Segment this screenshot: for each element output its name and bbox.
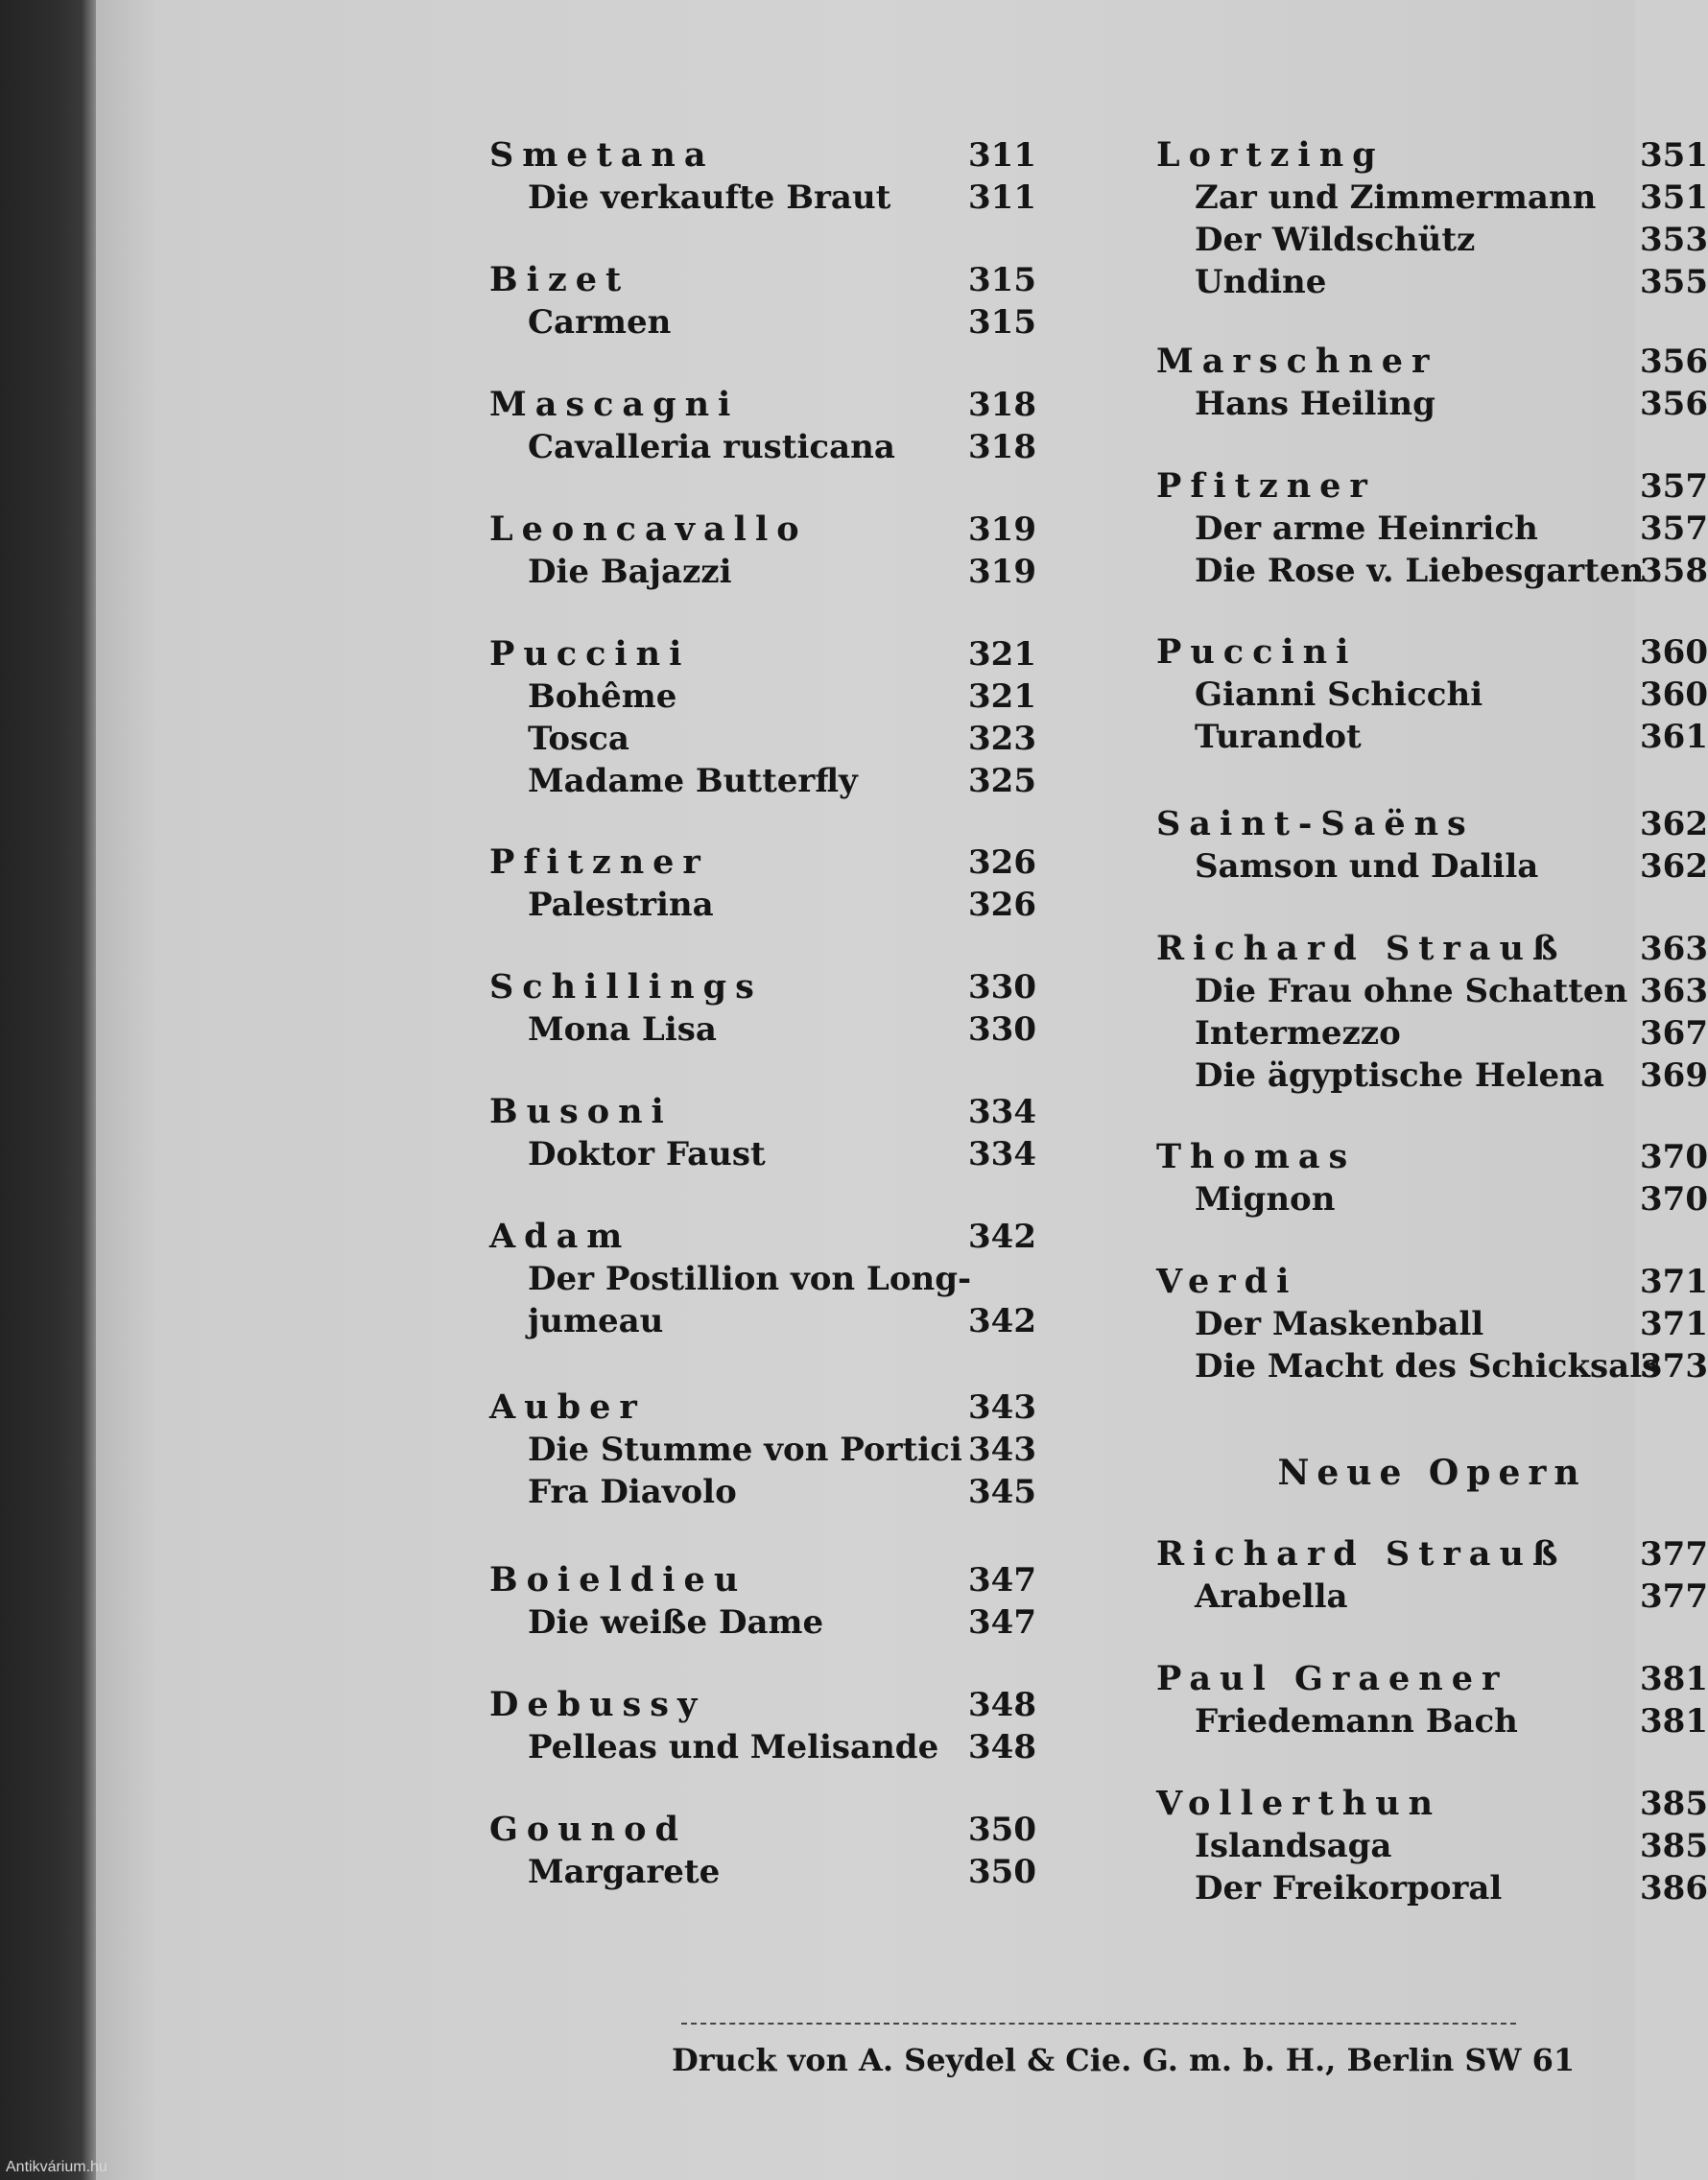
work-title: Palestrina (528, 886, 714, 924)
work-row (1156, 1178, 1708, 1220)
composer-row (1156, 803, 1708, 845)
work-row (489, 177, 1036, 219)
composer-name: Busoni (489, 1092, 673, 1131)
composer-name: Boieldieu (489, 1560, 747, 1599)
work-row (489, 1851, 1036, 1893)
composer-page-number: 350 (968, 1811, 1036, 1849)
composer-row (1156, 1261, 1708, 1303)
toc-entry (489, 1386, 1036, 1513)
composer-page-number: 363 (1640, 930, 1708, 968)
work-row (489, 1300, 1036, 1342)
composer-page-number: 311 (968, 136, 1036, 175)
section-heading-neue-opern: Neue Opern (1277, 1453, 1587, 1493)
composer-page-number: 360 (1640, 633, 1708, 672)
composer-row (489, 1386, 1036, 1429)
work-row (1156, 1303, 1708, 1345)
composer-row (1156, 134, 1708, 177)
work-row (1156, 508, 1708, 550)
book-page (96, 0, 1708, 2180)
work-title: Cavalleria rusticana (528, 428, 895, 466)
work-title: Der Maskenball (1195, 1305, 1484, 1343)
work-page-number: 343 (968, 1431, 1036, 1469)
composer-row (489, 1091, 1036, 1133)
work-page-number: 370 (1640, 1180, 1708, 1219)
composer-name: Adam (489, 1217, 631, 1256)
work-page-number: 311 (968, 178, 1036, 217)
composer-page-number: 357 (1640, 467, 1708, 506)
composer-row (1156, 1533, 1708, 1576)
work-row (489, 718, 1036, 760)
toc-entry (489, 1684, 1036, 1768)
work-title: Der Wildschütz (1195, 221, 1476, 259)
toc-entry (1156, 1533, 1708, 1618)
work-row (1156, 1054, 1708, 1097)
work-page-number: 367 (1640, 1014, 1708, 1053)
composer-name: Puccini (489, 634, 691, 674)
work-page-number: 321 (968, 677, 1036, 716)
composer-name: Bizet (489, 260, 630, 299)
work-row (489, 760, 1036, 802)
work-page-number: 377 (1640, 1577, 1708, 1616)
composer-name: Auber (489, 1387, 646, 1427)
work-row (1156, 261, 1708, 303)
composer-page-number: 385 (1640, 1785, 1708, 1823)
work-page-number: 371 (1640, 1305, 1708, 1343)
toc-entry (489, 1559, 1036, 1644)
composer-page-number: 347 (968, 1561, 1036, 1599)
composer-row (1156, 631, 1708, 674)
work-page-number: 356 (1640, 385, 1708, 423)
work-row (1156, 674, 1708, 716)
work-page-number: 355 (1640, 263, 1708, 301)
composer-page-number: 356 (1640, 343, 1708, 381)
composer-row (489, 966, 1036, 1008)
work-row (1156, 1825, 1708, 1867)
composer-row (1156, 1136, 1708, 1178)
work-page-number: 361 (1640, 718, 1708, 756)
toc-entry (489, 841, 1036, 926)
toc-entry (489, 509, 1036, 593)
composer-row (489, 134, 1036, 177)
toc-entry (1156, 1136, 1708, 1220)
toc-entry (1156, 1658, 1708, 1742)
work-title: Die Bajazzi (528, 553, 732, 591)
work-row (489, 551, 1036, 593)
toc-entry (489, 1091, 1036, 1175)
printer-imprint: Druck von A. Seydel & Cie. G. m. b. H., Berlin SW 61 (672, 2042, 1576, 2078)
composer-name: Puccini (1156, 632, 1358, 672)
book-spine-shadow (0, 0, 96, 2180)
work-row (1156, 845, 1708, 888)
work-title: Die ägyptische Helena (1195, 1056, 1604, 1095)
toc-entry (1156, 465, 1708, 592)
composer-row (1156, 465, 1708, 508)
composer-row (489, 841, 1036, 884)
composer-page-number: 371 (1640, 1263, 1708, 1301)
work-title: Die weiße Dame (528, 1603, 824, 1642)
composer-page-number: 348 (968, 1686, 1036, 1724)
work-page-number: 385 (1640, 1827, 1708, 1865)
composer-name: Verdi (1156, 1262, 1298, 1301)
composer-page-number: 370 (1640, 1138, 1708, 1176)
work-title: Islandsaga (1195, 1827, 1392, 1865)
composer-page-number: 315 (968, 261, 1036, 299)
composer-name: Gounod (489, 1810, 687, 1849)
composer-page-number: 326 (968, 843, 1036, 882)
work-page-number: 325 (968, 762, 1036, 800)
work-row (489, 301, 1036, 344)
work-page-number: 348 (968, 1728, 1036, 1766)
composer-row (489, 1559, 1036, 1601)
composer-name: Richard Strauß (1156, 1534, 1567, 1574)
work-page-number: 351 (1640, 178, 1708, 217)
work-title: Intermezzo (1195, 1014, 1401, 1053)
work-row (1156, 716, 1708, 758)
work-row (1156, 970, 1708, 1012)
composer-name: Thomas (1156, 1137, 1357, 1176)
composer-page-number: 377 (1640, 1535, 1708, 1574)
work-title: Die Stumme von Portici (528, 1431, 962, 1469)
work-row (1156, 177, 1708, 219)
watermark: Antikvárium.hu (6, 2159, 107, 2175)
composer-name: Marschner (1156, 342, 1438, 381)
work-title: Die verkaufte Braut (528, 178, 891, 217)
work-title: Die Frau ohne Schatten (1195, 972, 1628, 1010)
work-title: Die Macht des Schicksals (1195, 1347, 1661, 1386)
work-page-number: 381 (1640, 1702, 1708, 1741)
composer-row (1156, 341, 1708, 383)
composer-page-number: 321 (968, 635, 1036, 674)
work-page-number: 319 (968, 553, 1036, 591)
work-row (489, 675, 1036, 718)
work-title: Doktor Faust (528, 1135, 766, 1173)
composer-row (1156, 1658, 1708, 1700)
work-row (1156, 550, 1708, 592)
work-title: Der Postillion von Long- (528, 1260, 972, 1298)
composer-row (489, 1684, 1036, 1726)
composer-name: Smetana (489, 135, 715, 175)
composer-name: Debussy (489, 1685, 706, 1724)
work-title: Hans Heiling (1195, 385, 1435, 423)
toc-entry (1156, 1261, 1708, 1387)
work-row (1156, 383, 1708, 425)
work-page-number: 358 (1640, 552, 1708, 590)
work-page-number: 373 (1640, 1347, 1708, 1386)
work-row (1156, 1700, 1708, 1742)
work-page-number: 353 (1640, 221, 1708, 259)
toc-entry (489, 384, 1036, 468)
work-title: Pelleas und Melisande (528, 1728, 939, 1766)
composer-name: Pfitzner (489, 842, 709, 882)
work-row (489, 1429, 1036, 1471)
work-row (489, 426, 1036, 468)
work-title: Mignon (1195, 1180, 1336, 1219)
composer-row (489, 633, 1036, 675)
work-title: Samson und Dalila (1195, 847, 1539, 886)
composer-name: Richard Strauß (1156, 929, 1567, 968)
work-title: Madame Butterfly (528, 762, 858, 800)
work-row (1156, 1012, 1708, 1054)
toc-entry (489, 259, 1036, 344)
work-title: Carmen (528, 303, 672, 342)
work-page-number: 347 (968, 1603, 1036, 1642)
toc-entry (489, 134, 1036, 219)
composer-page-number: 362 (1640, 805, 1708, 843)
work-page-number: 345 (968, 1473, 1036, 1511)
composer-name: Saint-Saëns (1156, 804, 1475, 843)
work-page-number: 342 (968, 1302, 1036, 1340)
composer-page-number: 381 (1640, 1660, 1708, 1698)
work-page-number: 360 (1640, 675, 1708, 714)
work-title: Fra Diavolo (528, 1473, 737, 1511)
work-title: Arabella (1195, 1577, 1348, 1616)
work-row (489, 884, 1036, 926)
composer-row (489, 259, 1036, 301)
work-page-number: 315 (968, 303, 1036, 342)
work-row (489, 1008, 1036, 1051)
composer-row (1156, 1783, 1708, 1825)
work-row (1156, 1576, 1708, 1618)
composer-row (1156, 928, 1708, 970)
work-page-number: 362 (1640, 847, 1708, 886)
composer-name: Schillings (489, 967, 763, 1007)
work-page-number: 318 (968, 428, 1036, 466)
composer-page-number: 318 (968, 386, 1036, 424)
composer-page-number: 319 (968, 510, 1036, 549)
work-row (489, 1726, 1036, 1768)
work-page-number: 386 (1640, 1869, 1708, 1908)
composer-name: Vollerthun (1156, 1784, 1442, 1823)
toc-entry (1156, 928, 1708, 1097)
composer-page-number: 342 (968, 1218, 1036, 1256)
work-row (489, 1258, 1036, 1300)
work-page-number: 323 (968, 720, 1036, 758)
composer-row (489, 1809, 1036, 1851)
work-row (489, 1133, 1036, 1175)
toc-entry (1156, 1783, 1708, 1909)
composer-page-number: 351 (1640, 136, 1708, 175)
composer-name: Pfitzner (1156, 466, 1376, 506)
work-page-number: 350 (968, 1853, 1036, 1891)
work-page-number: 330 (968, 1010, 1036, 1049)
work-page-number: 326 (968, 886, 1036, 924)
work-title: Bohême (528, 677, 677, 716)
work-title: Tosca (528, 720, 629, 758)
work-page-number: 369 (1640, 1056, 1708, 1095)
composer-page-number: 334 (968, 1093, 1036, 1131)
work-row (489, 1601, 1036, 1644)
work-title: Mona Lisa (528, 1010, 717, 1049)
composer-name: Lortzing (1156, 135, 1385, 175)
toc-entry (1156, 134, 1708, 303)
work-page-number: 334 (968, 1135, 1036, 1173)
work-title: Der arme Heinrich (1195, 509, 1538, 548)
toc-entry (1156, 803, 1708, 888)
work-title: Gianni Schicchi (1195, 675, 1483, 714)
work-title: Zar und Zimmermann (1195, 178, 1597, 217)
toc-entry (489, 966, 1036, 1051)
composer-row (489, 384, 1036, 426)
work-title: Die Rose v. Liebesgarten (1195, 552, 1645, 590)
toc-entry (1156, 631, 1708, 758)
toc-entry (489, 1216, 1036, 1342)
work-title: Margarete (528, 1853, 721, 1891)
composer-page-number: 330 (968, 968, 1036, 1007)
composer-row (489, 509, 1036, 551)
work-title: Undine (1195, 263, 1327, 301)
composer-page-number: 343 (968, 1388, 1036, 1427)
toc-entry (1156, 341, 1708, 425)
toc-entry (489, 633, 1036, 802)
composer-row (489, 1216, 1036, 1258)
work-title: Friedemann Bach (1195, 1702, 1518, 1741)
work-page-number: 357 (1640, 509, 1708, 548)
work-row (1156, 1867, 1708, 1909)
composer-name: Paul Graener (1156, 1659, 1508, 1698)
toc-entry (489, 1809, 1036, 1893)
work-row (1156, 219, 1708, 261)
work-page-number: 363 (1640, 972, 1708, 1010)
work-row (1156, 1345, 1708, 1387)
work-title: Turandot (1195, 718, 1362, 756)
composer-name: Leoncavallo (489, 509, 808, 549)
footer-divider (681, 2023, 1516, 2025)
work-title: jumeau (528, 1302, 664, 1340)
work-title: Der Freikorporal (1195, 1869, 1503, 1908)
composer-name: Mascagni (489, 385, 740, 424)
work-row (489, 1471, 1036, 1513)
